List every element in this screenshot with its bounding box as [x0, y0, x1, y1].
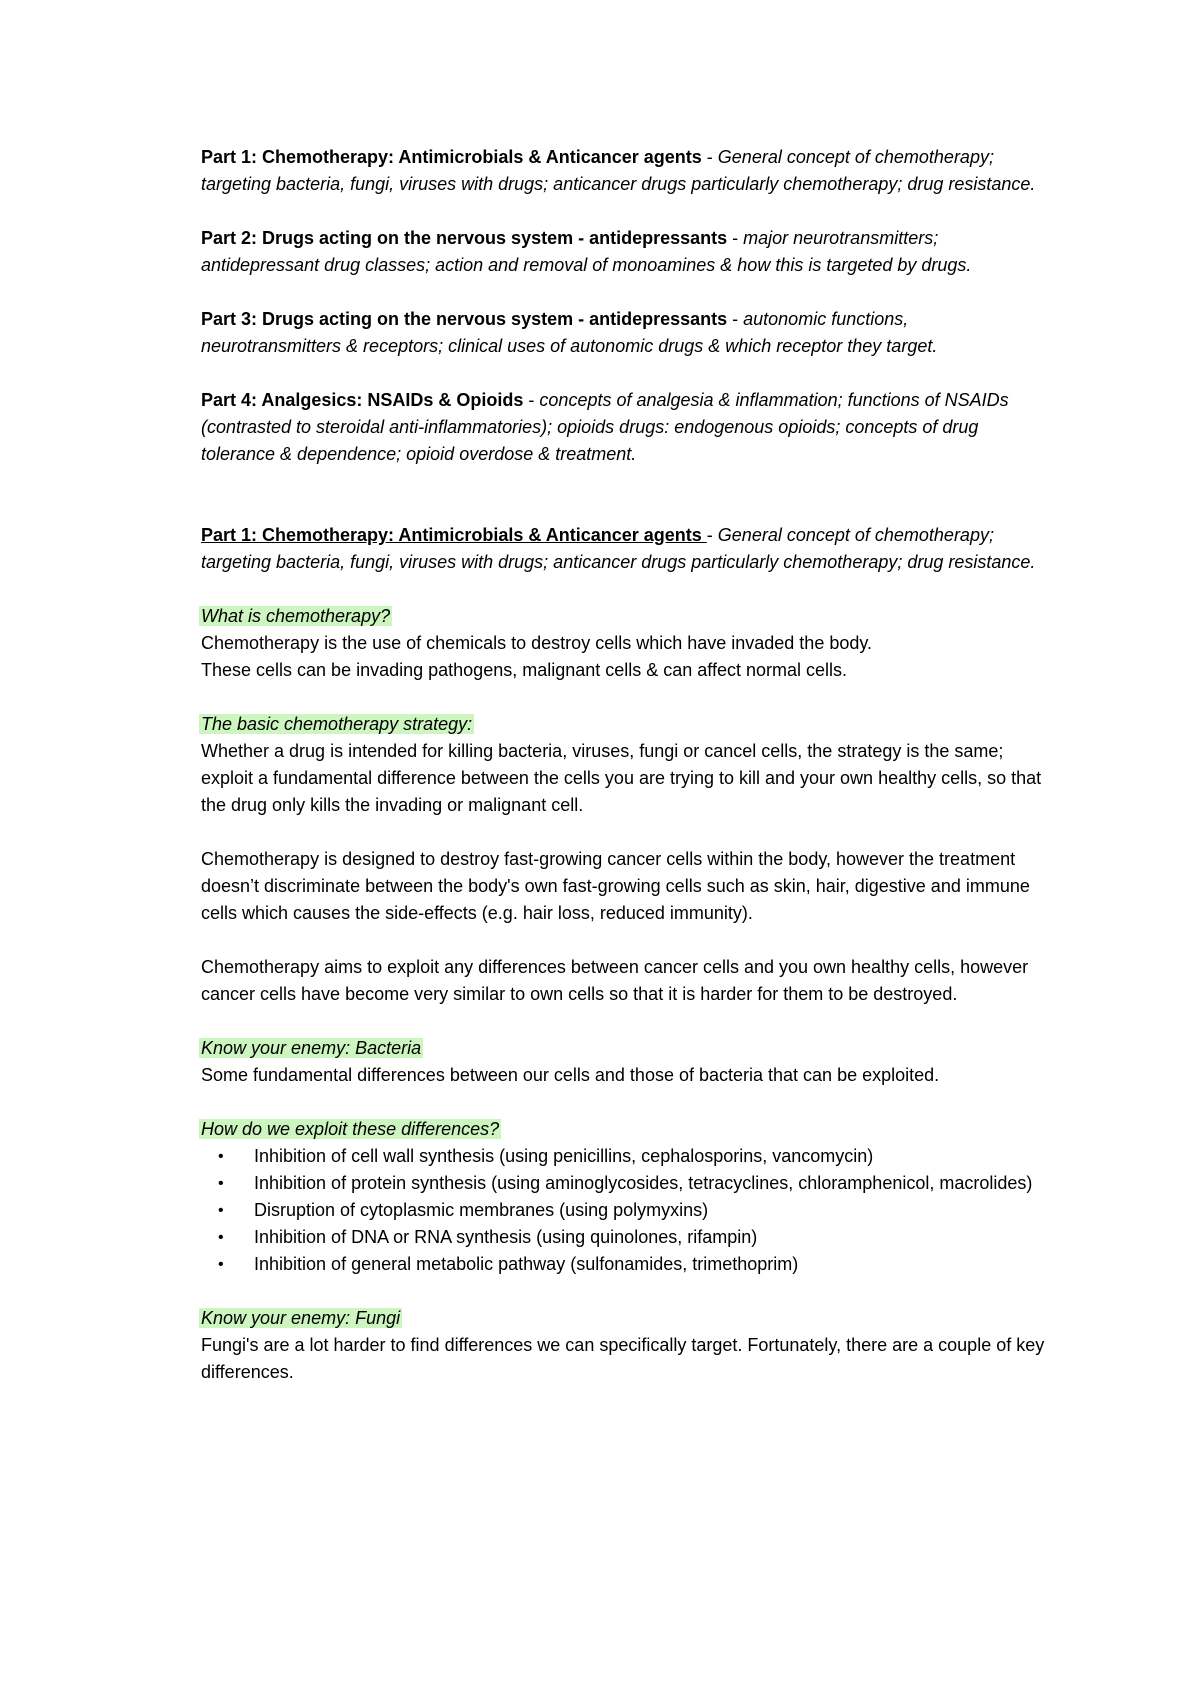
overview-part-title: Part 4: Analgesics: NSAIDs & Opioids [201, 390, 524, 410]
list-item-text: Inhibition of DNA or RNA synthesis (using quinolones, rifampin) [254, 1227, 758, 1247]
list-item [201, 1143, 1050, 1170]
list-item [201, 1251, 1050, 1278]
bullet-list [201, 1143, 1050, 1278]
section-title: Part 1: Chemotherapy: Antimicrobials & Anticancer agents [201, 525, 707, 545]
body-paragraph: Chemotherapy aims to exploit any differences between cancer cells and you own healthy cells, however cancer cells have become very similar to own cells so that it is harder for them to be destroyed. [201, 957, 1029, 1004]
overview-part-1 [201, 144, 1050, 198]
body-paragraph: Whether a drug is intended for killing bacteria, viruses, fungi or cancel cells, the strategy is the same; exploit a fundamental difference between the cells you are trying to kill and your own healthy cells, so that the drug only kills the invading or malignant cell. [201, 741, 1042, 815]
list-item-text: Inhibition of protein synthesis (using aminoglycosides, tetracyclines, chloramphenicol, macrolides) [254, 1173, 1033, 1193]
overview-part-desc: major neurotransmitters; antidepressant drug classes; action and removal of monoamines & how this is targeted by drugs. [201, 228, 972, 275]
bullet-icon: • [218, 1148, 224, 1165]
bullet-icon: • [218, 1202, 224, 1219]
highlighted-heading: Know your enemy: Bacteria [201, 1038, 422, 1058]
highlighted-heading: The basic chemotherapy strategy: [201, 714, 473, 734]
body-text: These cells can be invading pathogens, malignant cells & can affect normal cells. [201, 660, 848, 680]
body-text: Fungi's are a lot harder to find differences we can specifically target. Fortunately, there are a couple of key differences. [201, 1335, 1045, 1382]
list-item [201, 1197, 1050, 1224]
overview-part-desc: concepts of analgesia & inflammation; functions of NSAIDs (contrasted to steroidal anti-inflammatories); opioids drugs: endogenous opioids; concepts of drug tolerance & dependence; opioid overdose & treatment. [201, 390, 1009, 464]
overview-part-4 [201, 387, 1050, 468]
list-item [201, 1170, 1050, 1197]
overview-part-title: Part 1: Chemotherapy: Antimicrobials & Anticancer agents [201, 147, 702, 167]
highlighted-heading: Know your enemy: Fungi [201, 1308, 401, 1328]
separator: - [701, 147, 718, 167]
overview-part-desc: General concept of chemotherapy; targeting bacteria, fungi, viruses with drugs; anticancer drugs particularly chemotherapy; drug resistance. [201, 147, 1036, 194]
bullet-icon: • [218, 1175, 224, 1192]
overview-part-title: Part 3: Drugs acting on the nervous system - antidepressants [201, 309, 728, 329]
separator: - [706, 525, 718, 545]
body-text: Some fundamental differences between our cells and those of bacteria that can be exploited. [201, 1065, 940, 1085]
highlighted-heading: What is chemotherapy? [201, 606, 391, 626]
overview-part-3 [201, 306, 1050, 360]
overview-list [201, 144, 1050, 468]
highlighted-heading: How do we exploit these differences? [201, 1119, 500, 1139]
exploit-differences [201, 1116, 1050, 1278]
know-enemy-bacteria [201, 1035, 1050, 1089]
chemotherapy-strategy [201, 711, 1050, 1008]
overview-part-desc: autonomic functions, neurotransmitters & receptors; clinical uses of autonomic drugs & which receptor they target. [201, 309, 938, 356]
body-text: Chemotherapy is the use of chemicals to destroy cells which have invaded the body. [201, 633, 873, 653]
bullet-icon: • [218, 1256, 224, 1273]
overview-part-2 [201, 225, 1050, 279]
list-item-text: Disruption of cytoplasmic membranes (using polymyxins) [254, 1200, 709, 1220]
what-is-chemotherapy [201, 603, 1050, 684]
list-item-text: Inhibition of cell wall synthesis (using penicillins, cephalosporins, vancomycin) [254, 1146, 874, 1166]
list-item-text: Inhibition of general metabolic pathway (sulfonamides, trimethoprim) [254, 1254, 799, 1274]
overview-part-title: Part 2: Drugs acting on the nervous system - antidepressants [201, 228, 728, 248]
separator: - [523, 390, 540, 410]
section-desc: General concept of chemotherapy; targeting bacteria, fungi, viruses with drugs; anticancer drugs particularly chemotherapy; drug resistance. [201, 525, 1036, 572]
bullet-icon: • [218, 1229, 224, 1246]
section-header [201, 522, 1050, 576]
separator: - [727, 309, 744, 329]
list-item [201, 1224, 1050, 1251]
separator: - [727, 228, 744, 248]
body-paragraph: Chemotherapy is designed to destroy fast-growing cancer cells within the body, however the treatment doesn’t discriminate between the body's own fast-growing cells such as skin, hair, digestive and immune cells which causes the side-effects (e.g. hair loss, reduced immunity). [201, 849, 1030, 923]
know-enemy-fungi [201, 1305, 1050, 1386]
